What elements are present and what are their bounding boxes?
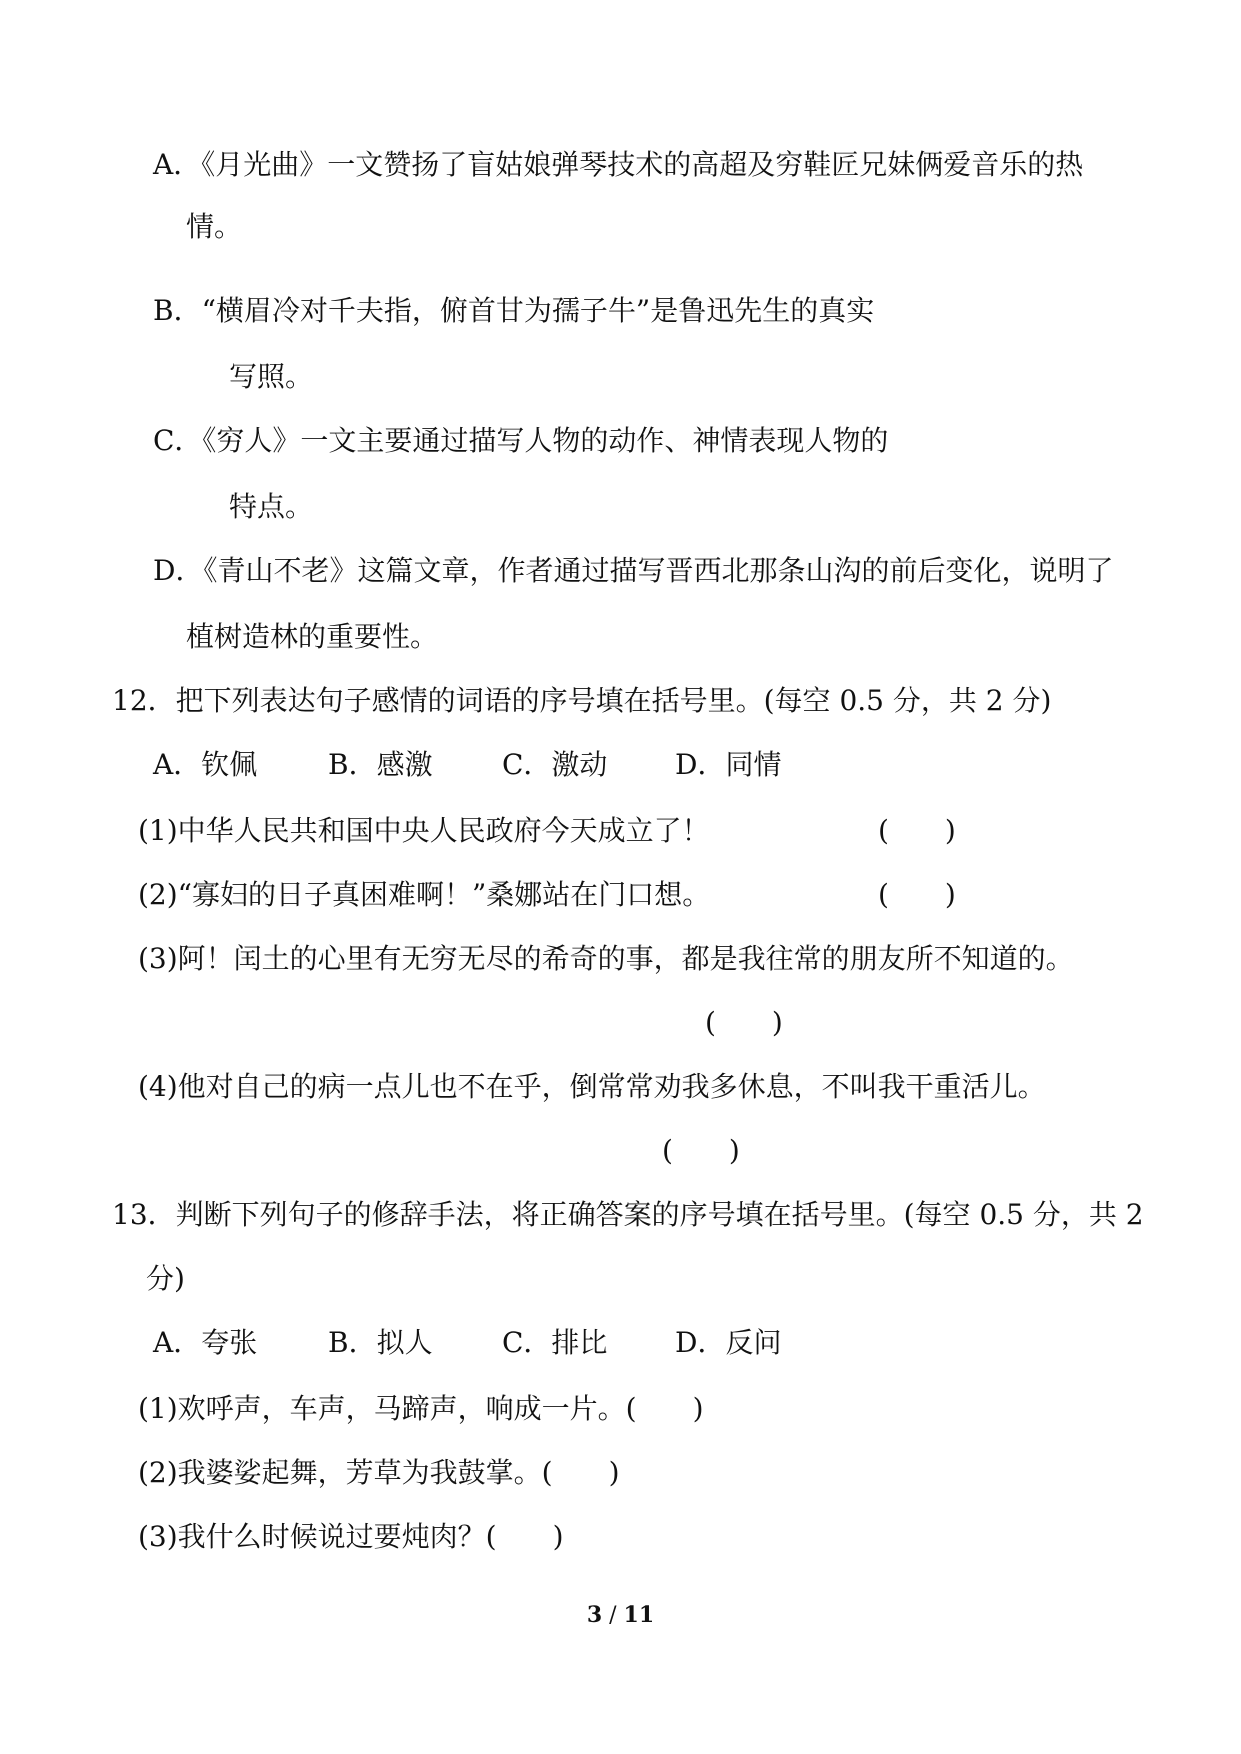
q12-item-4-answer-blank[interactable]: ( )	[662, 1134, 740, 1167]
page-total: 11	[623, 1602, 655, 1628]
page-separator: /	[602, 1603, 624, 1628]
q13-item-3[interactable]: (3)我什么时候说过要炖肉？( )	[138, 1520, 564, 1553]
q12-item-4: (4)他对自己的病一点儿也不在乎，倒常常劝我多休息，不叫我干重活儿。	[138, 1070, 1046, 1103]
option-c-line2: 特点。	[229, 490, 314, 523]
option-b-line1: B．“横眉冷对千夫指，俯首甘为孺子牛”是鲁迅先生的真实	[153, 294, 875, 327]
question-13-stem-line2: 分)	[146, 1262, 185, 1295]
q12-item-3-answer-blank[interactable]: ( )	[705, 1006, 783, 1039]
q12-choice-c: C．激动	[502, 748, 608, 781]
option-d-line1: D．《青山不老》这篇文章，作者通过描写晋西北那条山沟的前后变化，说明了	[153, 554, 1114, 587]
q12-item-2: (2)“寡妇的日子真困难啊！”桑娜站在门口想。	[138, 878, 711, 911]
page-current: 3	[586, 1602, 603, 1628]
q12-choice-b: B．感激	[328, 748, 433, 781]
q13-choice-d: D．反问	[675, 1326, 782, 1359]
q13-choice-a: A．夸张	[153, 1326, 258, 1359]
q12-item-1-answer-blank[interactable]: ( )	[878, 814, 956, 847]
q12-item-3: (3)阿！闰土的心里有无穷无尽的希奇的事，都是我往常的朋友所不知道的。	[138, 942, 1074, 975]
q13-item-1[interactable]: (1)欢呼声，车声，马蹄声，响成一片。( )	[138, 1392, 704, 1425]
q12-item-2-answer-blank[interactable]: ( )	[878, 878, 956, 911]
option-a-line1: A．《月光曲》一文赞扬了盲姑娘弹琴技术的高超及穷鞋匠兄妹俩爱音乐的热	[153, 148, 1084, 181]
q13-item-2[interactable]: (2)我婆娑起舞，芳草为我鼓掌。( )	[138, 1456, 620, 1489]
q13-choice-c: C．排比	[502, 1326, 608, 1359]
q12-item-1: (1)中华人民共和国中央人民政府今天成立了！	[138, 814, 710, 847]
q12-choice-a: A．钦佩	[153, 748, 258, 781]
option-b-line2: 写照。	[229, 360, 314, 393]
page-number	[0, 1600, 1241, 1631]
option-d-line2: 植树造林的重要性。	[186, 620, 439, 653]
q13-choice-b: B．拟人	[328, 1326, 433, 1359]
question-13-stem-line1: 13．判断下列句子的修辞手法，将正确答案的序号填在括号里。(每空 0.5 分，共 2	[112, 1198, 1144, 1231]
option-a-line2: 情。	[186, 210, 243, 243]
q12-choice-d: D．同情	[675, 748, 782, 781]
option-c-line1: C．《穷人》一文主要通过描写人物的动作、神情表现人物的	[153, 424, 889, 457]
question-12-stem: 12．把下列表达句子感情的词语的序号填在括号里。(每空 0.5 分，共 2 分)	[112, 684, 1052, 717]
